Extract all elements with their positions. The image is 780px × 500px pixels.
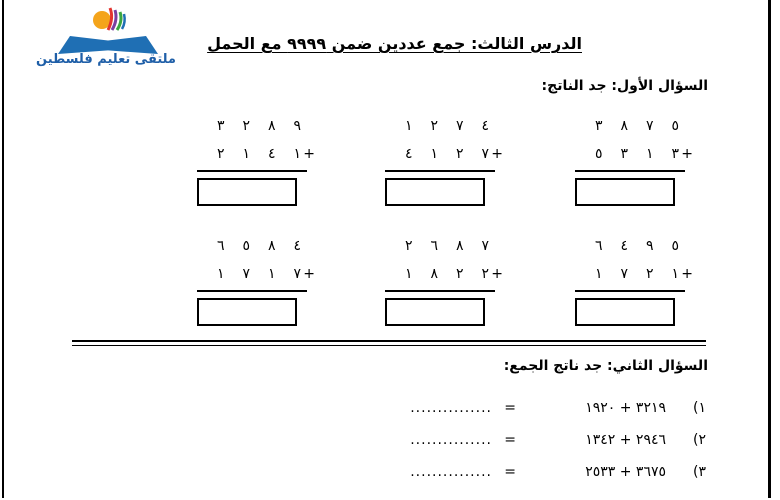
sum-line (197, 170, 307, 172)
addition-expression: ٣٦٧٥ + ٢٥٣٣ (585, 464, 666, 480)
plus-sign: + (303, 266, 315, 282)
addition-problem-4 (565, 238, 693, 328)
bottom-number: ٣ ١ ٣ ٥ (595, 146, 679, 162)
item-number: ١) (693, 400, 706, 416)
logo (26, 2, 186, 72)
answer-box[interactable] (385, 178, 485, 206)
sum-line (385, 290, 495, 292)
item-number: ٢) (693, 432, 706, 448)
equals-sign: = (504, 400, 516, 416)
item-number: ٣) (693, 464, 706, 480)
answer-blank[interactable]: ............... (410, 400, 492, 416)
answer-blank[interactable]: ............... (410, 464, 492, 480)
bottom-number: ٧ ١ ٧ ١ (217, 266, 301, 282)
plus-sign: + (491, 146, 503, 162)
answer-box[interactable] (575, 178, 675, 206)
sum-line (575, 170, 685, 172)
bottom-number: ١ ٢ ٧ ١ (595, 266, 679, 282)
addition-expression: ٣٢١٩ + ١٩٢٠ (585, 400, 666, 416)
addition-problem-1 (565, 118, 693, 208)
answer-box[interactable] (385, 298, 485, 326)
bottom-number: ٧ ٢ ١ ٤ (405, 146, 489, 162)
equals-sign: = (504, 464, 516, 480)
sum-line (385, 170, 495, 172)
top-number: ٥ ٧ ٨ ٣ (595, 118, 679, 134)
logo-text: ملتقى تعليم فلسطين (36, 52, 176, 67)
addition-problem-5 (375, 238, 503, 328)
plus-sign: + (303, 146, 315, 162)
addition-problem-6 (187, 238, 315, 328)
bottom-number: ١ ٤ ١ ٢ (217, 146, 301, 162)
sum-line (575, 290, 685, 292)
plus-sign: + (681, 146, 693, 162)
plus-sign: + (491, 266, 503, 282)
top-number: ٩ ٨ ٢ ٣ (217, 118, 301, 134)
equals-sign: = (504, 432, 516, 448)
q2-item-3 (386, 464, 706, 486)
top-number: ٤ ٨ ٥ ٦ (217, 238, 301, 254)
addition-problem-2 (375, 118, 503, 208)
bottom-number: ٢ ٢ ٨ ١ (405, 266, 489, 282)
sum-line (197, 290, 307, 292)
top-number: ٤ ٧ ٢ ١ (405, 118, 489, 134)
question1-title: السؤال الأول: جد الناتج: (541, 78, 708, 94)
plus-sign: + (681, 266, 693, 282)
section-divider (72, 340, 706, 346)
answer-blank[interactable]: ............... (410, 432, 492, 448)
answer-box[interactable] (197, 298, 297, 326)
answer-box[interactable] (575, 298, 675, 326)
addition-problem-3 (187, 118, 315, 208)
top-number: ٧ ٨ ٦ ٢ (405, 238, 489, 254)
lesson-title: الدرس الثالث: جمع عددين ضمن ٩٩٩٩ مع الحمل (207, 34, 582, 53)
addition-expression: ٢٩٤٦ + ١٣٤٢ (585, 432, 666, 448)
sun-logo-icon (88, 4, 128, 36)
top-number: ٥ ٩ ٤ ٦ (595, 238, 679, 254)
question2-title: السؤال الثاني: جد ناتج الجمع: (503, 358, 708, 374)
answer-box[interactable] (197, 178, 297, 206)
q2-item-2 (386, 432, 706, 454)
q2-item-1 (386, 400, 706, 422)
